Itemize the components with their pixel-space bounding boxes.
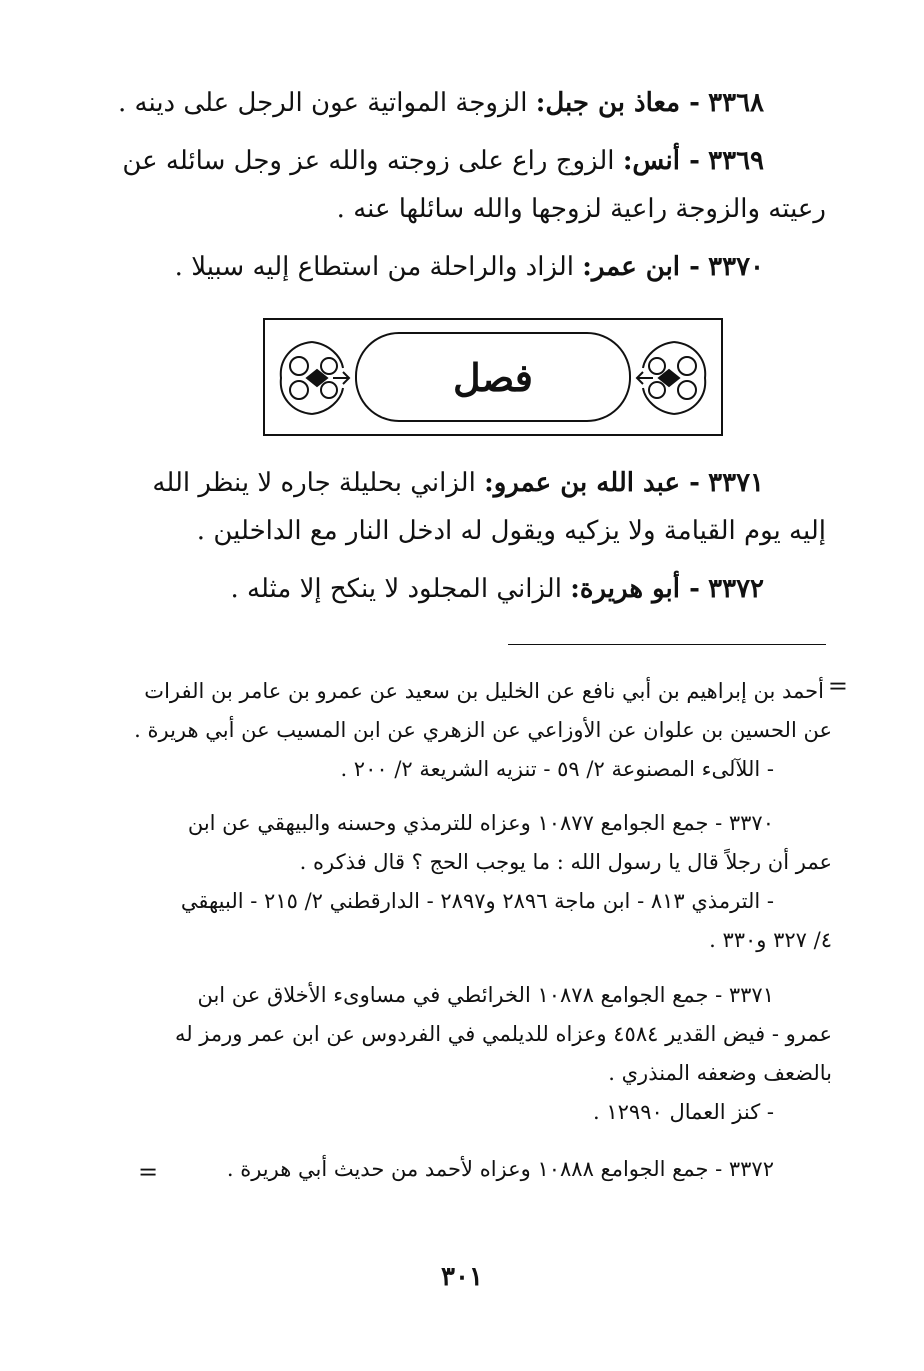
footnote-line: - اللآلىء المصنوعة ٢/ ٥٩ - تنزيه الشريعة ٢/ ٢٠٠ . bbox=[340, 757, 774, 781]
entry-text: الزوج راع على زوجته والله عز وجل سائله عن bbox=[122, 146, 615, 176]
footnote-line: بالضعف وضعفه المنذري . bbox=[608, 1061, 832, 1085]
ornament-icon bbox=[271, 336, 353, 420]
fasl-heading-box bbox=[263, 318, 723, 436]
entry-text: الزاني بحليلة جاره لا ينظر الله bbox=[152, 468, 476, 498]
section-title: فصل bbox=[453, 354, 533, 400]
entry-text: رعيته والزوجة راعية لزوجها والله سائلها عنه . bbox=[336, 194, 826, 224]
entry-3372: ٣٣٧٢ - أبو هريرة: الزاني المجلود لا ينكح إلا مثله . bbox=[230, 574, 764, 604]
entry-number: ٣٣٧٢ bbox=[708, 574, 764, 604]
footnote-line: أحمد بن إبراهيم بن أبي نافع عن الخليل بن سعيد عن عمرو بن عامر بن الفرات bbox=[144, 679, 824, 703]
entry-number: ٣٣٦٩ bbox=[708, 146, 764, 176]
entry-3369: ٣٣٦٩ - أنس: الزوج راع على زوجته والله عز وجل سائله عن bbox=[122, 146, 764, 176]
entry-source: عبد الله بن عمرو: bbox=[484, 468, 681, 498]
footnote-line: عمر أن رجلاً قال يا رسول الله : ما يوجب الحج ؟ قال فذكره . bbox=[299, 850, 832, 874]
entry-source: أبو هريرة: bbox=[570, 574, 681, 604]
entry-number: ٣٣٧٠ bbox=[708, 252, 764, 282]
entry-3371-line2 bbox=[197, 516, 826, 547]
entry-3370: ٣٣٧٠ - ابن عمر: الزاد والراحلة من استطاع إليه سبيلا . bbox=[174, 252, 764, 282]
ornament-icon bbox=[633, 336, 715, 420]
footnote-3370: ٣٣٧٠ - جمع الجوامع ١٠٨٧٧ وعزاه للترمذي وحسنه والبيهقي عن ابن bbox=[187, 811, 774, 835]
entry-number: ٣٣٦٨ bbox=[708, 88, 764, 118]
footnote-line: عن الحسين بن علوان عن الأوزاعي عن الزهري عن ابن المسيب عن أبي هريرة . bbox=[134, 718, 832, 742]
footnote-3371: ٣٣٧١ - جمع الجوامع ١٠٨٧٨ الخرائطي في مساوىء الأخلاق عن ابن bbox=[197, 983, 774, 1007]
entry-source: معاذ بن جبل: bbox=[535, 88, 681, 118]
entry-text: الزاني المجلود لا ينكح إلا مثله . bbox=[230, 574, 562, 604]
footnote-separator bbox=[508, 644, 826, 645]
entry-text: الزاد والراحلة من استطاع إليه سبيلا . bbox=[174, 252, 574, 282]
fasl-title-frame bbox=[355, 332, 631, 422]
entry-3369-line2 bbox=[337, 194, 826, 225]
footnote-line: عمرو - فيض القدير ٤٥٨٤ وعزاه للديلمي في الفردوس عن ابن عمر ورمز له bbox=[174, 1022, 832, 1046]
footnote-3372: ٣٣٧٢ - جمع الجوامع ١٠٨٨٨ وعزاه لأحمد من حديث أبي هريرة . bbox=[226, 1157, 774, 1181]
page-number: ٣٠١ bbox=[441, 1262, 483, 1292]
entry-3368: ٣٣٦٨ - معاذ بن جبل: الزوجة المواتية عون الرجل على دينه . bbox=[118, 88, 764, 118]
footnote-line: - كنز العمال ١٢٩٩٠ . bbox=[593, 1100, 774, 1124]
entry-text: الزوجة المواتية عون الرجل على دينه . bbox=[118, 88, 528, 118]
entry-source: ابن عمر: bbox=[582, 252, 681, 282]
continuation-marker: = bbox=[827, 672, 848, 700]
footnote-line: - الترمذي ٨١٣ - ابن ماجة ٢٨٩٦ و٢٨٩٧ - الدارقطني ٢/ ٢١٥ - البيهقي bbox=[180, 889, 774, 913]
end-marker: = bbox=[138, 1158, 159, 1186]
entry-3371: ٣٣٧١ - عبد الله بن عمرو: الزاني بحليلة جاره لا ينظر الله bbox=[152, 468, 764, 498]
entry-text: إليه يوم القيامة ولا يزكيه ويقول له ادخل النار مع الداخلين . bbox=[196, 516, 826, 546]
footnote-line: ٤/ ٣٢٧ و٣٣٠ . bbox=[709, 928, 832, 952]
entry-source: أنس: bbox=[622, 146, 681, 176]
entry-number: ٣٣٧١ bbox=[708, 468, 764, 498]
